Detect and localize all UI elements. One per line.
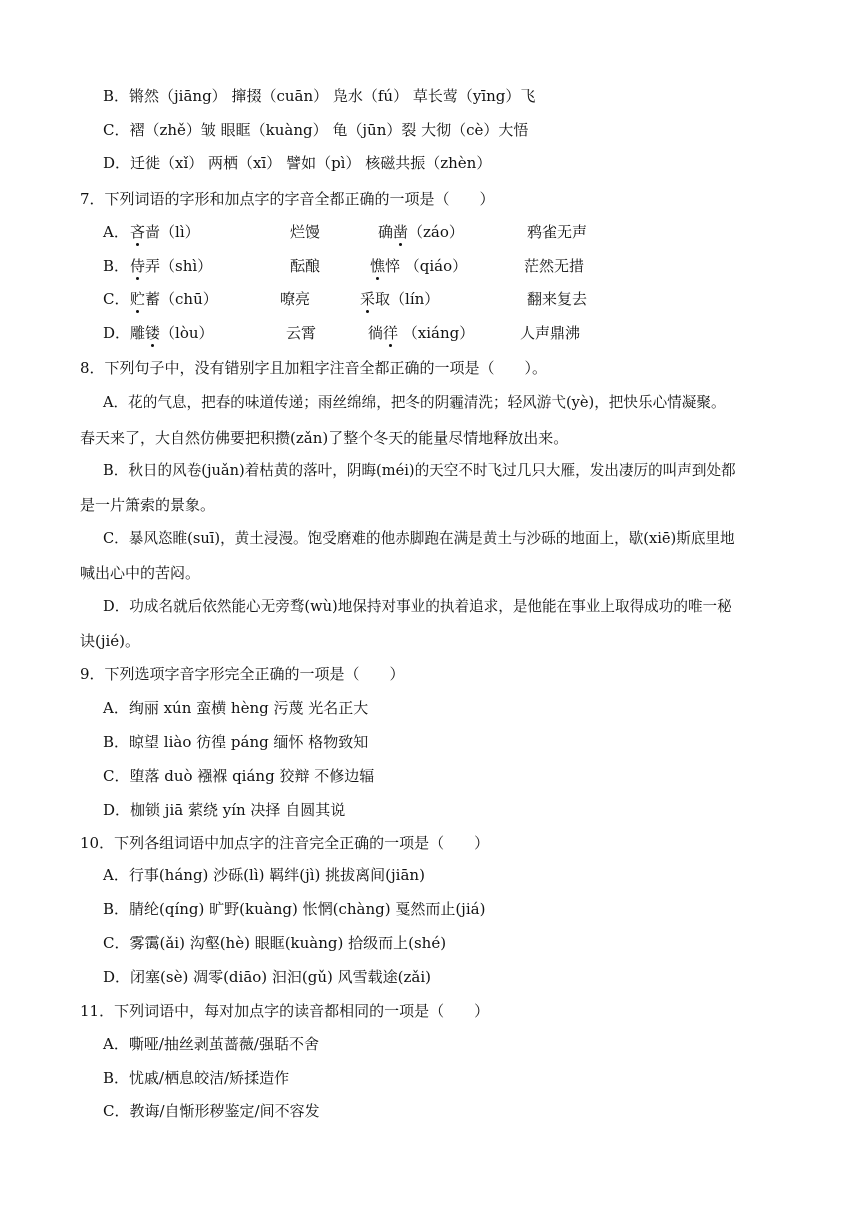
q7-a-word1 [130, 222, 200, 242]
q8-stem: 8．下列句子中，没有错别字且加粗字注音全都正确的一项是（ ）。 [80, 359, 548, 377]
q8-option-a-line2: 春天来了，大自然仿佛要把积攒(zǎn)了整个冬天的能量尽情地释放出来。 [80, 429, 569, 447]
q7-a-word4: 鸦雀无声 [527, 223, 588, 241]
dotted-char: 贮 [130, 290, 145, 308]
q7-c-word3: 采 取（lín） [360, 289, 439, 309]
word-rest: 啬（lì） [145, 223, 200, 241]
q10-option-d: D．闭塞(sè) 凋零(diāo) 汩汩(gǔ) 风雪载途(zǎi) [103, 968, 432, 986]
dotted-char: 采 [360, 290, 375, 308]
option-label: B． [103, 257, 130, 275]
option-label: D． [103, 324, 131, 342]
q10-stem: 10．下列各组词语中加点字的注音完全正确的一项是（ ） [80, 834, 490, 852]
q10-option-a: A．行事(háng) 沙砾(lì) 羁绊(jì) 挑拔离间(jiān) [103, 866, 425, 884]
q8-option-c-line1: C．暴风恣睢(suī)，黄土浸漫。饱受磨难的他赤脚跑在满是黄土与沙砾的地面上，歇(xiē)斯底里地 [103, 530, 735, 547]
q11-stem: 11．下列词语中，每对加点字的读音都相同的一项是（ ） [80, 1002, 490, 1020]
dotted-char: 徉 [383, 324, 398, 342]
q10-option-b: B．腈纶(qíng) 旷野(kuàng) 怅惘(chàng) 戛然而止(jiá) [103, 900, 486, 918]
q7-d-word3: 徜徉 （xiáng） [368, 323, 474, 343]
option-label: C． [103, 290, 130, 308]
q7-b-word3: 憔 悴 （qiáo） [370, 256, 467, 276]
q7-c-word2: 嘹亮 [280, 290, 311, 308]
q11-option-c: C．教诲/自惭形秽鉴定/间不容发 [103, 1102, 320, 1120]
q7-stem: 7．下列词语的字形和加点字的字音全都正确的一项是（ ） [80, 190, 495, 208]
option-label: A． [103, 223, 129, 241]
q11-option-a: A．嘶哑/抽丝剥茧蔷薇/强聒不舍 [103, 1035, 319, 1053]
q9-option-b: B．晾望 liào 彷徨 páng 缅怀 格物致知 [103, 733, 369, 751]
q8-option-c-line2: 喊出心中的苦闷。 [80, 564, 201, 582]
dotted-char: 凿 [393, 223, 408, 241]
q9-stem: 9．下列选项字音字形完全正确的一项是（ ） [80, 665, 405, 683]
q8-option-b-line2: 是一片箫索的景象。 [80, 496, 216, 514]
q6-option-d: D．迁徙（xǐ） 两栖（xī） 譬如（pì） 核磁共振（zhèn） [103, 154, 492, 172]
q7-b-word1: 侍 弄（shì） [130, 256, 212, 276]
q8-option-a-line1: A．花的气息，把春的味道传递；雨丝绵绵，把冬的阴霾清洗；轻风游弋(yè)，把快乐心情凝聚。 [103, 394, 726, 411]
q7-d-word4: 人声鼎沸 [520, 324, 581, 342]
q10-option-c: C．雾霭(ǎi) 沟壑(hè) 眼眶(kuàng) 拾级而上(shé) [103, 934, 447, 952]
q7-c-word4: 翻来复去 [527, 290, 588, 308]
dotted-char: 侍 [130, 257, 145, 275]
q7-d-word1: 雕镂 （lòu） [130, 323, 214, 343]
q7-a-word3: 确凿 （záo） [378, 222, 464, 242]
q8-option-d-line1: D．功成名就后依然能心无旁骛(wù)地保持对事业的执着追求，是他能在事业上取得成功的唯一秘 [103, 598, 732, 615]
q8-option-b-line1: B．秋日的风卷(juǎn)着枯黄的落叶，阴晦(méi)的天空不时飞过几只大雁，发出凄厉的叫声到处都 [103, 462, 736, 479]
q8-option-d-line2: 诀(jié)。 [80, 632, 141, 650]
q6-option-c: C．褶（zhě）皱 眼眶（kuàng） 龟（jūn）裂 大彻（cè）大悟 [103, 121, 529, 139]
q7-b-word4: 茫然无措 [524, 257, 585, 275]
q9-option-d: D．枷锁 jiā 萦绕 yín 决择 自圆其说 [103, 801, 346, 819]
q11-option-b: B．忧戚/栖息皎洁/矫揉造作 [103, 1069, 290, 1087]
q6-option-b: B．锵然（jiāng） 撺掇（cuān） 凫水（fú） 草长莺（yīng）飞 [103, 87, 536, 105]
q9-option-c: C．堕落 duò 襁褓 qiáng 狡辩 不修边辐 [103, 767, 375, 785]
q7-b-word2: 酝酿 [290, 257, 321, 275]
q7-c-word1: 贮 蓄（chū） [130, 289, 218, 309]
dotted-char: 吝 [130, 223, 145, 241]
q7-a-word2: 烂馒 [290, 223, 321, 241]
q7-d-word2: 云霄 [286, 324, 317, 342]
q9-option-a: A．绚丽 xún 蛮横 hèng 污蔑 光名正大 [103, 699, 369, 717]
dotted-char: 镂 [145, 324, 160, 342]
dotted-char: 憔 [370, 257, 385, 275]
